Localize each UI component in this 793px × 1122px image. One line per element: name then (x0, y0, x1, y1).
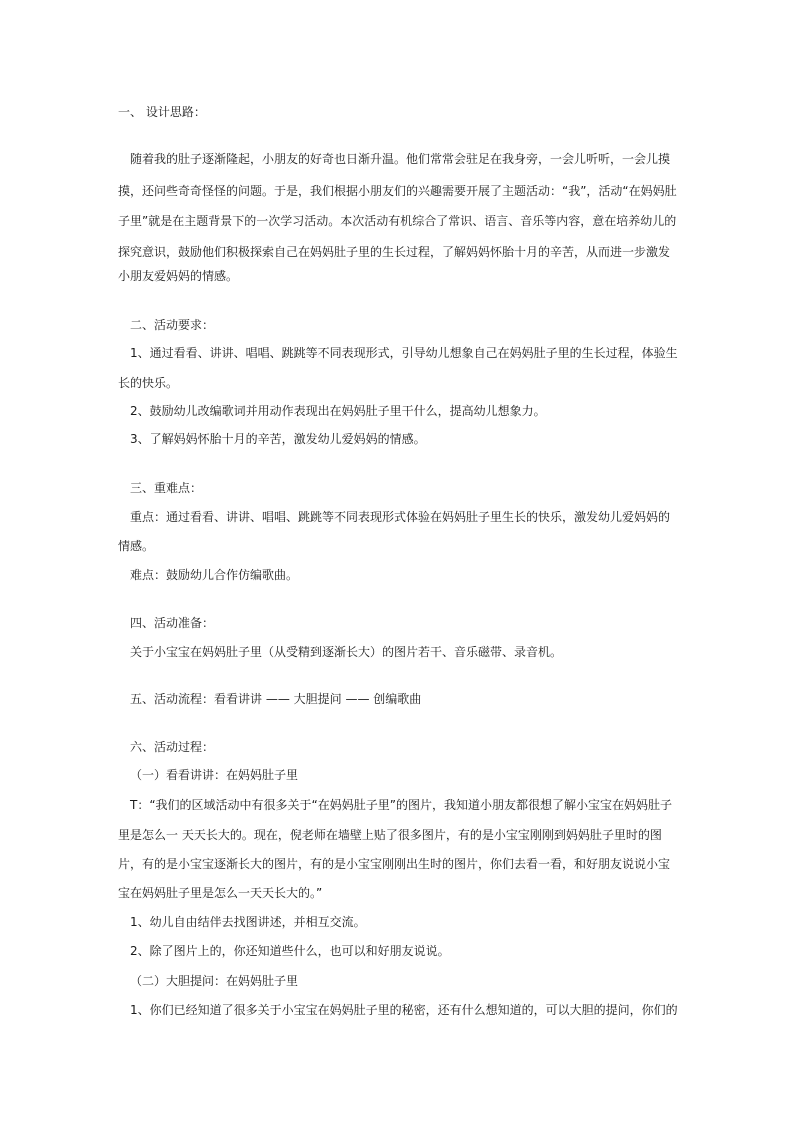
section-heading: 三、重难点： (130, 481, 203, 495)
paragraph-line: 1、你们已经知道了很多关于小宝宝在妈妈肚子里的秘密，还有什么想知道的，可以大胆的提问，你们的 (130, 1003, 678, 1017)
section-heading: 二、活动要求： (130, 318, 215, 332)
paragraph-line: 里是怎么一 天天长大的。现在，倪老师在墙壁上贴了很多图片，有的是小宝宝刚刚到妈妈肚子里时的图 (118, 828, 662, 842)
paragraph-line: 1、幼儿自由结伴去找图讲述，并相互交流。 (130, 915, 366, 929)
paragraph-line: 探究意识，鼓励他们积极探索自己在妈妈肚子里的生长过程，了解妈妈怀胎十月的辛苦，从而进一步激发 (118, 245, 671, 259)
paragraph-line: 小朋友爱妈妈的情感。 (118, 269, 239, 283)
paragraph-line: 片，有的是小宝宝逐渐长大的图片，有的是小宝宝刚刚出生时的图片，你们去看一看，和好朋友说说小宝 (118, 857, 671, 871)
paragraph-line: 难点：鼓励幼儿合作仿编歌曲。 (130, 568, 299, 582)
paragraph-line: 长的快乐。 (118, 376, 179, 390)
paragraph-line: 情感。 (118, 539, 155, 553)
paragraph-line: （二）大胆提问：在妈妈肚子里 (130, 974, 299, 988)
paragraph-line: T：“我们的区域活动中有很多关于“在妈妈肚子里”的图片，我知道小朋友都很想了解小宝宝在妈妈肚子 (130, 798, 672, 812)
paragraph-line: 子里”就是在主题背景下的一次学习活动。本次活动有机综合了常识、语言、音乐等内容，意在培养幼儿的 (118, 214, 677, 228)
paragraph-line: 宝在妈妈肚子里是怎么一天天长大的。” (118, 886, 323, 900)
paragraph-line: 3、了解妈妈怀胎十月的辛苦，激发幼儿爱妈妈的情感。 (130, 432, 426, 446)
paragraph-line: 1、通过看看、讲讲、唱唱、跳跳等不同表现形式，引导幼儿想象自己在妈妈肚子里的生长过程，体验生 (130, 346, 678, 360)
paragraph-line: （一）看看讲讲：在妈妈肚子里 (130, 768, 299, 782)
paragraph-line: 摸，还问些奇奇怪怪的问题。于是，我们根据小朋友们的兴趣需要开展了主题活动：“我”，活动“在妈妈肚 (118, 184, 677, 198)
section-heading: 一、 设计思路： (118, 105, 206, 119)
section-heading: 六、活动过程： (130, 740, 215, 754)
paragraph-line: 重点：通过看看、讲讲、唱唱、跳跳等不同表现形式体验在妈妈肚子里生长的快乐，激发幼儿爱妈妈的 (130, 510, 671, 524)
paragraph-line: 关于小宝宝在妈妈肚子里（从受精到逐渐长大）的图片若干、音乐磁带、录音机。 (130, 645, 563, 659)
paragraph-line: 随着我的肚子逐渐隆起，小朋友的好奇也日渐升温。他们常常会驻足在我身旁，一会儿听听，一会儿摸 (130, 152, 671, 166)
paragraph-line: 2、鼓励幼儿改编歌词并用动作表现出在妈妈肚子里干什么，提高幼儿想象力。 (130, 404, 546, 418)
section-heading: 四、活动准备： (130, 616, 215, 630)
section-heading: 五、活动流程：看看讲讲 —— 大胆提问 —— 创编歌曲 (130, 692, 422, 706)
paragraph-line: 2、除了图片上的，你还知道些什么，也可以和好朋友说说。 (130, 944, 450, 958)
